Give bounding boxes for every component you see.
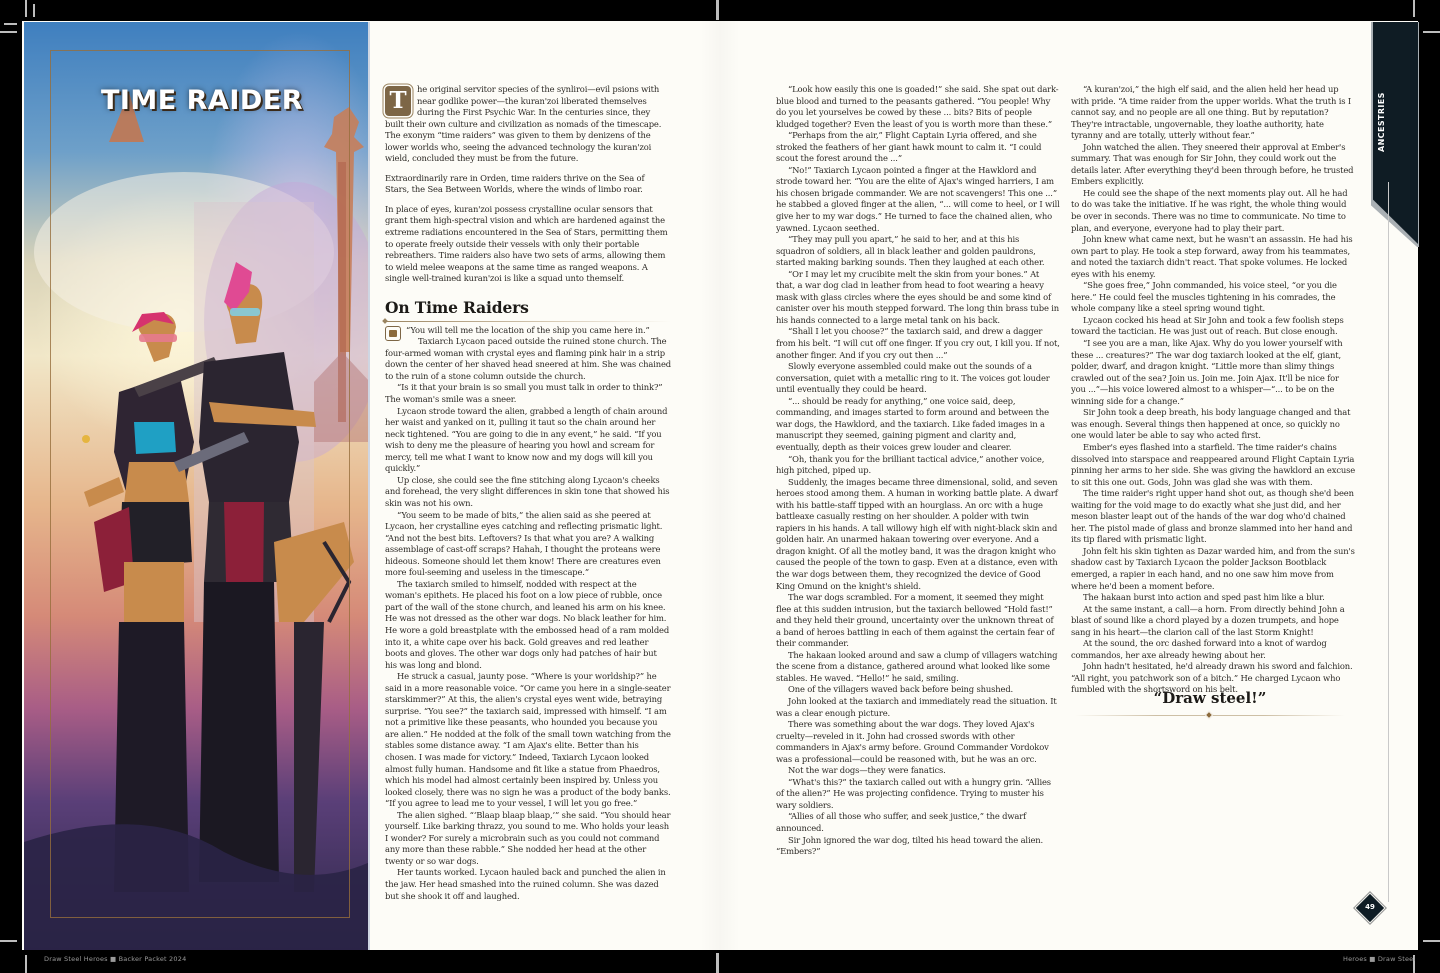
story-paragraph: Sir John took a deep breath, his body language changed and that was enough. Several things then happened at once, so quickly no one would later be able to say who acted first.	[1071, 407, 1351, 441]
crop-mark	[1413, 0, 1415, 17]
slug-right: Heroes ■ Draw Steel	[1343, 955, 1416, 963]
story-paragraph: John felt his skin tighten as Dazar warded him, and from the sun's shadow cast by Taxiarch Lycaon the polder Jackson Bootblack emerged, a rapier in each hand, and no one saw him move from where he'd been a moment before.	[1071, 545, 1355, 591]
heading-divider	[385, 321, 671, 322]
story-paragraph: Lycaon cocked his head at Sir John and took a few foolish steps toward the tactician. He was just out of reach. But close enough.	[1071, 314, 1344, 337]
story-paragraph: “Oh, thank you for the brilliant tactical advice,” another voice, high pitched, piped up.	[776, 453, 1045, 476]
story-paragraph: One of the villagers waved back before being shushed.	[788, 684, 1014, 695]
story-paragraph: “I see you are a man, like Ajax. Why do you lower yourself with these ... creatures?” The war dog taxiarch looked at the elf, giant, polder, dwarf, and dragon knight. “Little more than slimy things crawled out of the sea? Join us. Join me. Join Ajax. It'll be nice for you ...”—his voice lowered almost to a whisper—“... to be on the winning side for a change.”	[1071, 338, 1343, 406]
story-paragraph: John knew what came next, but he wasn't an assassin. He had his own part to play. He took a step forward, away from his teammates, and noted the taxiarch didn't react. That spoke volumes. He locked eyes with his enemy.	[1071, 234, 1353, 279]
story-paragraph: Sir John ignored the war dog, tilted his head toward the alien. “Embers?”	[776, 834, 1044, 857]
crop-mark	[25, 955, 27, 973]
story-paragraph: The hakaan looked around and saw a clump of villagers watching the scene from a distance, gathered around what looked like some stables. He waved. “Hello!” he said, smiling.	[776, 649, 1058, 683]
story-paragraph: There was something about the war dogs. They loved Ajax's cruelty—reveled in it. John had crossed swords with other commanders in Ajax's army before. Ground Commander Vordokov was a professional—could be reasoned with, but he was an orc.	[776, 719, 1049, 764]
crop-mark	[4, 23, 17, 25]
story-paragraph: The time raider's right upper hand shot out, as though she'd been waiting for the void mage to do exactly what she just did, and her meson blaster leapt out of the hands of the war dog who'd chained her. The pistol made of glass and bronze slammed into her hand and its tip flared with prismatic light.	[1071, 488, 1354, 545]
story-paragraph: The alien sighed. “‘Blaap blaap blaap,’” she said. “You should hear yourself. Like barking thrazz, you sound to me. Who holds your leash I wonder? For surely a microbrain such as you could not command any more than these rabble.” She nodded her head at the other twenty or so war dogs.	[385, 809, 671, 866]
intro-paragraph: In place of eyes, kuran'zoi possess crystalline ocular sensors that grant them high-spectral vision and which are hardened against the extreme radiations encountered in the Sea of Stars, permitting them to operate freely outside their vessels with only their portable rebreathers. Time raiders also have two sets of arms, allowing them to wield melee weapons at the same time as ranged weapons. A single well-trained kuran'zoi is like a squad unto themself.	[385, 203, 668, 284]
story-paragraph: At the same instant, a call—a horn. From directly behind John a blast of sound like a chord played by a dozen trumpets, and hope sang in his heart—the clarion call of the last Storm Knight!	[1071, 603, 1345, 637]
slug-left: Draw Steel Heroes ■ Backer Packet 2024	[44, 955, 187, 963]
story-paragraph: “A kuran'zoi,” the high elf said, and the alien held her head up with pride. “A time raider from the upper worlds. What the truth is I cannot say, and no people are all one thing. But by reputation? They're intractable, ungovernable, they loathe authority, hate tyranny and are totally, utterly without fear.”	[1071, 84, 1352, 141]
story-paragraph: Up close, she could see the fine stitching along Lycaon's cheeks and forehead, the very slight differences in skin tone that showed his skin was not his own.	[385, 474, 670, 508]
scroll-icon	[385, 326, 401, 341]
story-paragraph: Ember's eyes flashed into a starfield. The time raider's chains dissolved into starspace and reappeared around Flight Captain Lyria pinning her arms to her side. She was giving the hawklord an excuse to sit this one out. Gods, John was glad she was with them.	[1071, 441, 1356, 487]
gutter-shadow	[700, 21, 740, 950]
story-paragraph: Suddenly, the images became three dimensional, solid, and seven heroes stood among them. A human in working battle plate. A dwarf with his battle-staff tipped with an hourglass. An orc with a huge battleaxe casually resting on her shoulder. A polder with twin rapiers in his hands. A tall willowy high elf with night-black skin and golden hair. An unarmed hakaan towering over everyone. And a dragon knight. Of all the motley band, it was the dragon knight who caused the people of the town to gasp. Even at a distance, even with the war dogs between them, they recognized the device of Good King Omund on the knight's shield.	[776, 476, 1058, 591]
story-paragraph: “What's this?” the taxiarch called out with a hungry grin. “Allies of the alien?” He was projecting confidence. Trying to muster his wary soldiers.	[776, 776, 1051, 810]
crop-mark	[25, 0, 27, 17]
story-paragraph: “She goes free,” John commanded, his voice steel, “or you die here.” He could feel the muscles tightening in his comrades, the whole company like a steel spring wound tight.	[1071, 280, 1337, 314]
crop-mark	[0, 31, 17, 33]
story-paragraph: John hadn't hesitated, he'd already drawn his sword and falchion. “All right, you patchwork son of a bitch.” He charged Lycaon who fumbled with the shortsword on his belt.	[1071, 661, 1353, 695]
story-paragraph: “No!” Taxiarch Lycaon pointed a finger at the Hawklord and strode toward her. “You are the elite of Ajax's winged harriers, I am his chosen brigade commander. We are not scavengers! This one ...” he stabbed a gloved finger at the alien, “... will come to heel, or I will give her to my war dogs.” He turned to face the chained alien, who yawned. Lycaon seethed.	[776, 164, 1060, 233]
story-paragraph: The taxiarch smiled to himself, nodded with respect at the woman's epithets. He placed his foot on a low piece of rubble, once part of the wall of the stone church, and leaned his arm on his knee. He was not dressed as the other war dogs. No black leather for him. He wore a gold breastplate with the embossed head of a ram molded into it, a white cape over his back. Gold greaves and red leather boots and gloves. The other war dogs only had patches of hair but his was long and blond.	[385, 578, 670, 670]
story-paragraph: He could see the shape of the next moments play out. All he had to do was take the initiative. If he was right, the whole thing would be over in seconds. There was no time to communicate. No time to plan, and everyone, everyone had to play their part.	[1071, 187, 1348, 233]
story-paragraph: John looked at the taxiarch and immediately read the situation. It was a clear enough picture.	[776, 695, 1057, 718]
story-paragraph: Not the war dogs—they were fanatics.	[788, 765, 946, 776]
story-paragraph: “Is it that your brain is so small you must talk in order to think?” The woman's smile was a sneer.	[385, 382, 663, 405]
crop-mark	[1423, 940, 1440, 942]
story-paragraph: At the sound, the orc dashed forward into a knot of wardog commandos, her axe already hewing about her.	[1071, 638, 1327, 660]
text-column-2	[776, 84, 1060, 858]
story-paragraph: “You will tell me the location of the ship you came here in.”	[406, 324, 650, 335]
chapter-tab-label: ANCESTRIES	[1377, 92, 1386, 152]
dropcap-icon: T	[385, 86, 411, 116]
crop-mark	[33, 4, 35, 17]
page-title: TIME RAIDER	[100, 85, 304, 116]
page-number: 49	[1365, 903, 1375, 911]
story-paragraph: “Allies of all those who suffer, and seek justice,” the dwarf announced.	[776, 811, 1027, 833]
intro-paragraph: Extraordinarily rare in Orden, time raiders thrive on the Sea of Stars, the Sea Between Worlds, where the winds of limbo roar.	[385, 172, 645, 195]
story-paragraph: “Perhaps from the air,” Flight Captain Lyria offered, and she stroked the feathers of her giant hawk mount to calm it. “I could scout the forest around the ...”	[776, 130, 1042, 164]
story-paragraph: He struck a casual, jaunty pose. “Where is your worldship?” he said in a more reasonable voice. “Or came you here in a single-seater starskimmer?” At this, the alien's crystal eyes went wide, betraying surprise. “You see?” the taxiarch said, impressed with himself. “I am not a primitive like these peasants, who hounded you because you are alien.” He nodded at the folk of the small town watching from the stables some distance away. “I am Ajax's elite. Better than his chosen. I was made for victory.” Indeed, Taxiarch Lycaon looked almost fully human. Handsome and fit like a statue from Phaedros, which his model had almost certainly been inspired by. Unless you looked closely, there was no sign he was a product of the body banks. “If you agree to lead me to your vessel, I will let you go free.”	[385, 671, 671, 809]
pull-quote: “Draw steel!”	[1153, 689, 1267, 707]
story-paragraph: “Shall I let you choose?” the taxiarch said, and drew a dagger from his belt. “I will cut off one finger. If you cry out, I kill you. If not, another finger. And if you cry out then ...”	[776, 326, 1060, 360]
crop-mark	[716, 953, 719, 973]
story-paragraph: Lycaon strode toward the alien, grabbed a length of chain around her waist and yanked on it, pulling it taut so the chain around her neck tightened. “You are going to die in any event,” he said. “If you wish to deny me the pleasure of hearing you howl and scream for mercy, tell me what I want to know now and my dogs will kill you quickly.”	[385, 405, 668, 474]
crop-mark	[716, 0, 719, 20]
story-paragraph: “Look how easily this one is goaded!” she said. She spat out dark-blue blood and turned to the peasants gathered. “You people! Why do you let yourselves be cowed by these ... bits? Bits of people kludged together? Even the least of you is worth more than these.”	[776, 84, 1059, 129]
story-paragraph: John watched the alien. They sneered their approval at Ember's summary. That was enough for Sir John, they could work out the details later. After everything they'd been through before, he trusted Embers explicitly.	[1071, 141, 1354, 187]
art-frame	[50, 50, 350, 918]
story-paragraph: “You seem to be made of bits,” the alien said as she peered at Lycaon, her crystalline eyes catching and reflecting prismatic light. “And not the best bits. Leftovers? Is that what you are? A walking assemblage of cast-off scraps? Hahah, I thought the proteans were hideous. Someone should let them know! There are creatures even more foul-seeming and useless in the timescape.”	[385, 509, 663, 578]
story-paragraph: “They may pull you apart,” he said to her, and at this his squadron of soldiers, all in black leather and golden pauldrons, started making barking sounds. Then they laughed at each other.	[776, 234, 1045, 268]
story-paragraph: Slowly everyone assembled could make out the sounds of a conversation, quiet with a metallic ring to it. The voices got louder until eventually they could be heard.	[776, 361, 1050, 395]
story-paragraph: The war dogs scrambled. For a moment, it seemed they might flee at this sudden intrusion, but the taxiarch bellowed “Hold fast!” and they held their ground, uncertainty over the unknown threat of a band of heroes battling in each of them against the certain fear of their commander.	[776, 592, 1055, 649]
story-paragraph: The hakaan burst into action and sped past him like a blur.	[1083, 592, 1325, 603]
section-heading: On Time Raiders	[385, 297, 529, 317]
crop-mark	[0, 940, 17, 942]
intro-paragraph: he original servitor species of the synliroi—evil psions with near godlike power—the kuran'zoi liberated themselves during the First Psychic War. In the centuries since, they built their own culture and civilization as nomads of the timescape. The exonym “time raiders” was given to them by denizens of the lower worlds who, seeing the advanced technology the kuran'zoi wield, concluded they must be from the future.	[385, 84, 662, 164]
margin-rule	[1388, 182, 1389, 902]
illustration-time-raiders	[24, 22, 370, 950]
crop-mark	[1423, 31, 1440, 33]
story-paragraph: Taxiarch Lycaon paced outside the ruined stone church. The four-armed woman with crystal eyes and flaming pink hair in a strip down the center of her shaved head sneered at him. She was chained to the ruin of a stone column outside the church.	[385, 336, 672, 381]
story-paragraph: “Or I may let my crucibite melt the skin from your bones.” At that, a war dog clad in leather from head to foot wearing a heavy mask with glass circles where the eyes should be and some kind of canister over his mouth stepped forward. The long thin brass tube in his hands connected to a large metal tank on his back.	[776, 268, 1060, 325]
story-paragraph: “... should be ready for anything,” one voice said, deep, commanding, and images started to form around and between the war dogs, the Hawklord, and the taxiarch. Like faded images in a manuscript they seemed, gaining pigment and clarity and, eventually, depth as their voices grew louder and clearer.	[776, 395, 1049, 452]
text-column-1	[385, 84, 671, 902]
text-column-3	[1071, 84, 1356, 696]
story-paragraph: Her taunts worked. Lycaon hauled back and punched the alien in the jaw. Her head smashed into the ruined column. She was dazed but she shook it off and laughed.	[385, 867, 666, 901]
